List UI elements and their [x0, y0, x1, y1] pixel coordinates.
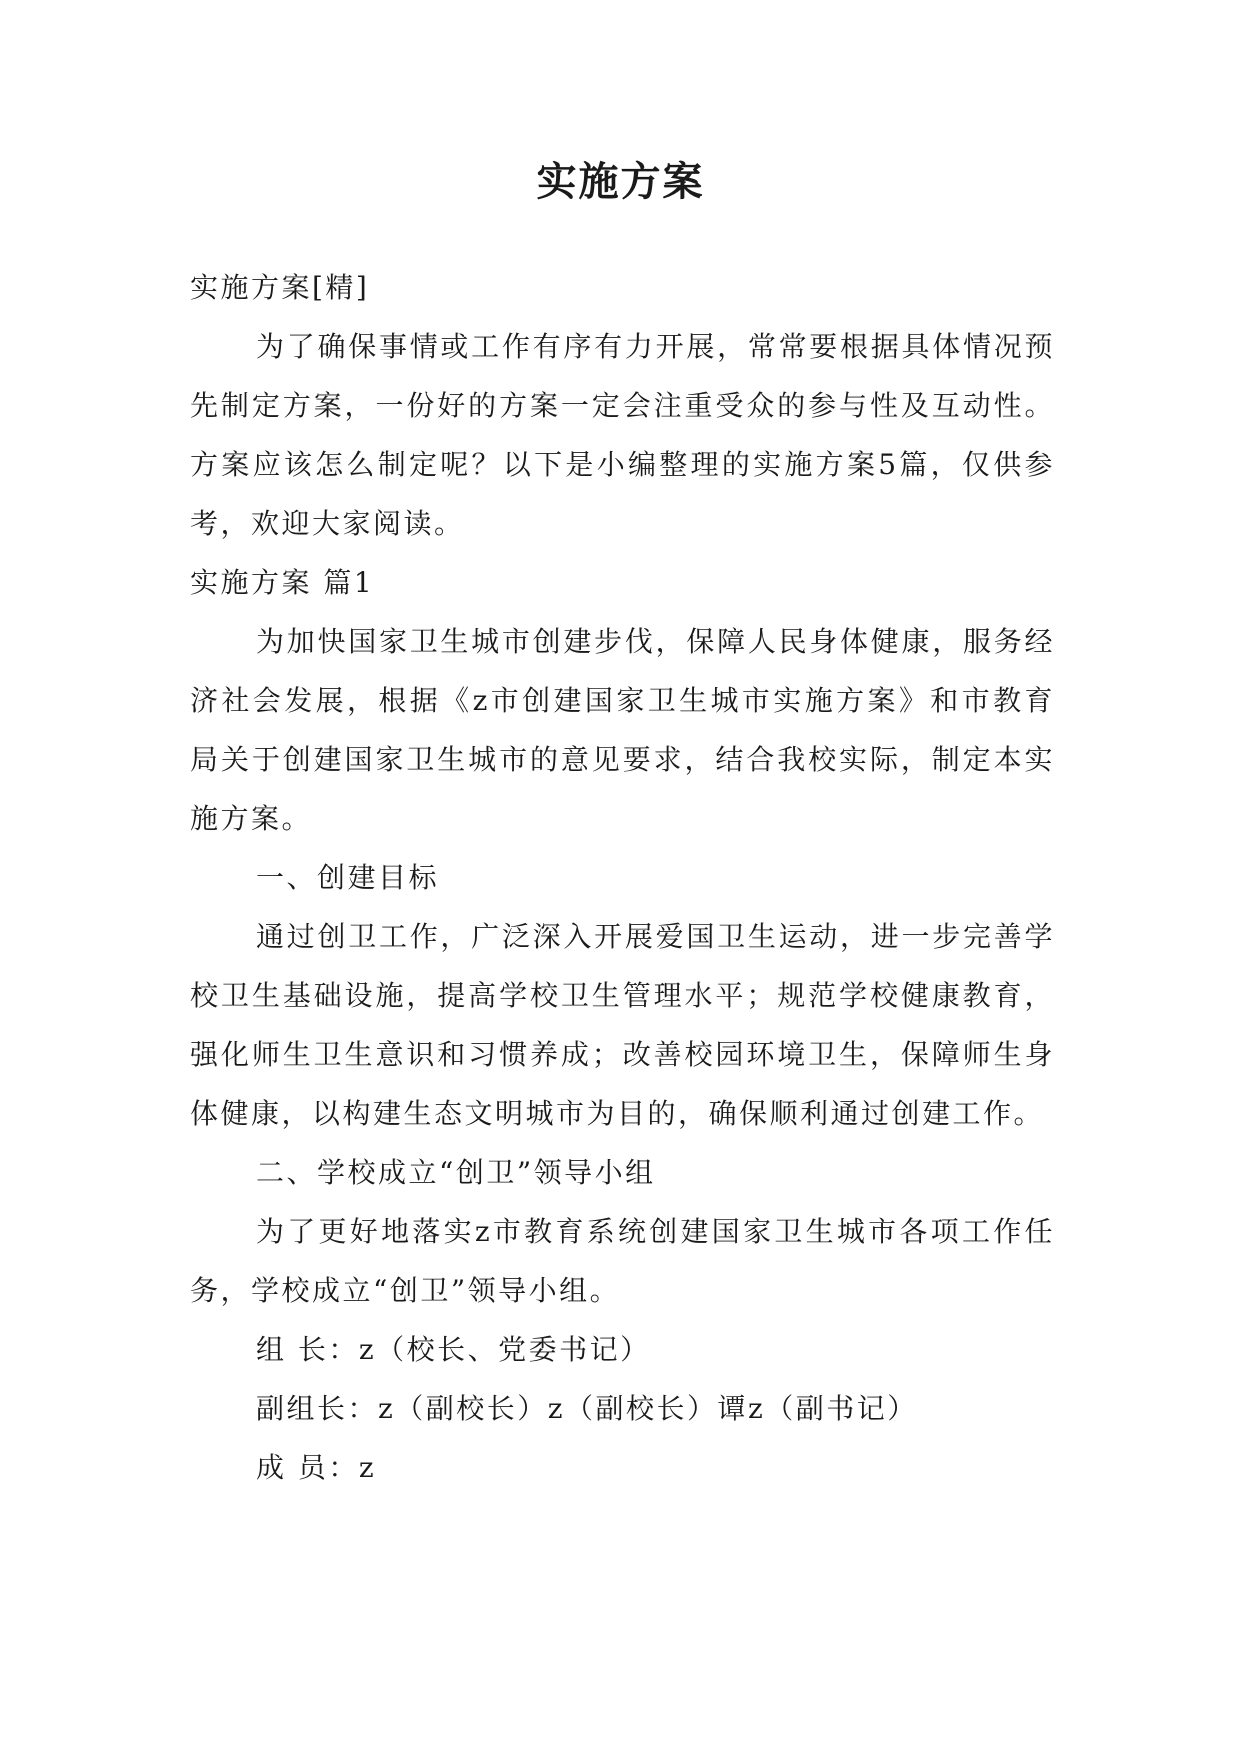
- section-heading: 一、创建目标: [256, 861, 440, 894]
- document-title: 实施方案: [536, 158, 705, 205]
- section-heading: 二、学校成立“创卫”领导小组: [256, 1156, 656, 1189]
- subtitle-paragraph: 实施方案[精]: [190, 271, 370, 304]
- body-paragraph: 组 长：z（校长、党委书记）: [256, 1333, 651, 1366]
- body-paragraph: 副组长：z（副校长）z（副校长）谭z（副书记）: [256, 1392, 918, 1425]
- body-paragraph: 为了更好地落实z市教育系统创建国家卫生城市各项工作任务，学校成立“创卫”领导小组。: [190, 1215, 1055, 1307]
- document-body: [190, 258, 1055, 1497]
- intro-paragraph: 为了确保事情或工作有序有力开展，常常要根据具体情况预先制定方案，一份好的方案一定会注重受众的参与性及互动性。方案应该怎么制定呢？以下是小编整理的实施方案5篇，仅供参考，欢迎大家阅读。: [190, 330, 1055, 540]
- body-paragraph: 通过创卫工作，广泛深入开展爱国卫生运动，进一步完善学校卫生基础设施，提高学校卫生管理水平；规范学校健康教育，强化师生卫生意识和习惯养成；改善校园环境卫生，保障师生身体健康，以构建生态文明城市为目的，确保顺利通过创建工作。: [190, 920, 1055, 1130]
- body-paragraph: 为加快国家卫生城市创建步伐，保障人民身体健康，服务经济社会发展，根据《z市创建国家卫生城市实施方案》和市教育局关于创建国家卫生城市的意见要求，结合我校实际，制定本实施方案。: [190, 625, 1055, 835]
- body-paragraph: 成 员：z: [256, 1451, 377, 1484]
- section-heading: 实施方案 篇1: [190, 566, 375, 599]
